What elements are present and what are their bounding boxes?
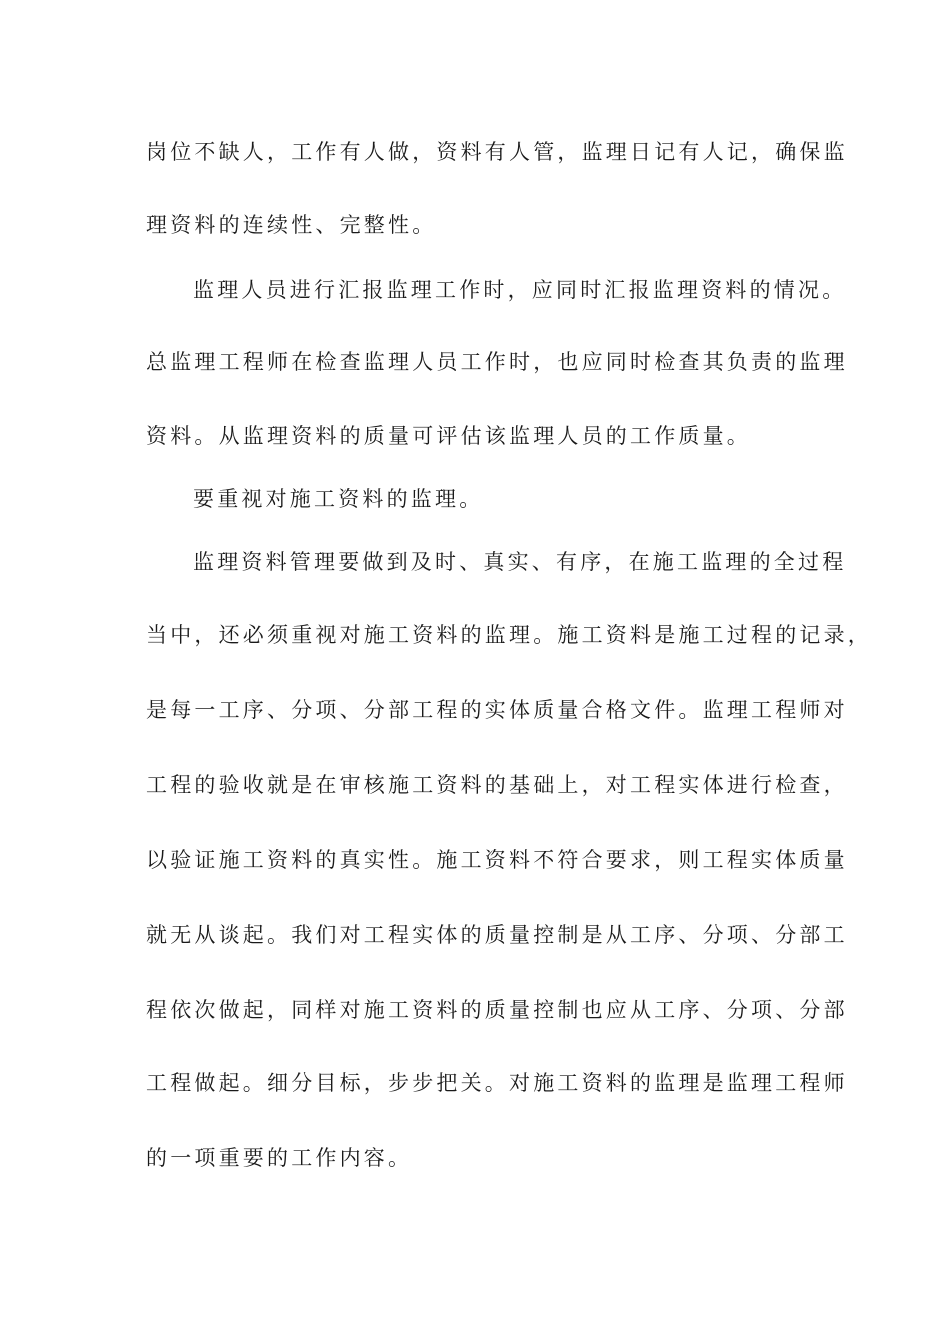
text-line: 资料。从监理资料的质量可评估该监理人员的工作质量。 <box>146 424 751 448</box>
text-line: 以验证施工资料的真实性。施工资料不符合要求，则工程实体质量 <box>146 848 848 872</box>
paragraph-first-line: 监理人员进行汇报监理工作时，应同时汇报监理资料的情况。 <box>193 278 847 302</box>
text-line: 当中，还必须重视对施工资料的监理。施工资料是施工过程的记录， <box>146 623 872 647</box>
text-line: 是每一工序、分项、分部工程的实体质量合格文件。监理工程师对 <box>146 698 848 722</box>
text-line: 总监理工程师在检查监理人员工作时，也应同时检查其负责的监理 <box>146 350 848 374</box>
section-heading: 要重视对施工资料的监理。 <box>193 487 484 511</box>
text-line: 理资料的连续性、完整性。 <box>146 213 437 237</box>
text-line: 就无从谈起。我们对工程实体的质量控制是从工序、分项、分部工 <box>146 923 848 947</box>
text-line: 的一项重要的工作内容。 <box>146 1146 413 1170</box>
text-line: 程依次做起，同样对施工资料的质量控制也应从工序、分项、分部 <box>146 998 848 1022</box>
text-line: 岗位不缺人，工作有人做，资料有人管，监理日记有人记，确保监 <box>146 140 848 164</box>
paragraph-first-line: 监理资料管理要做到及时、真实、有序，在施工监理的全过程 <box>193 550 847 574</box>
text-line: 工程的验收就是在审核施工资料的基础上，对工程实体进行检查， <box>146 773 848 797</box>
text-line: 工程做起。细分目标，步步把关。对施工资料的监理是监理工程师 <box>146 1071 848 1095</box>
